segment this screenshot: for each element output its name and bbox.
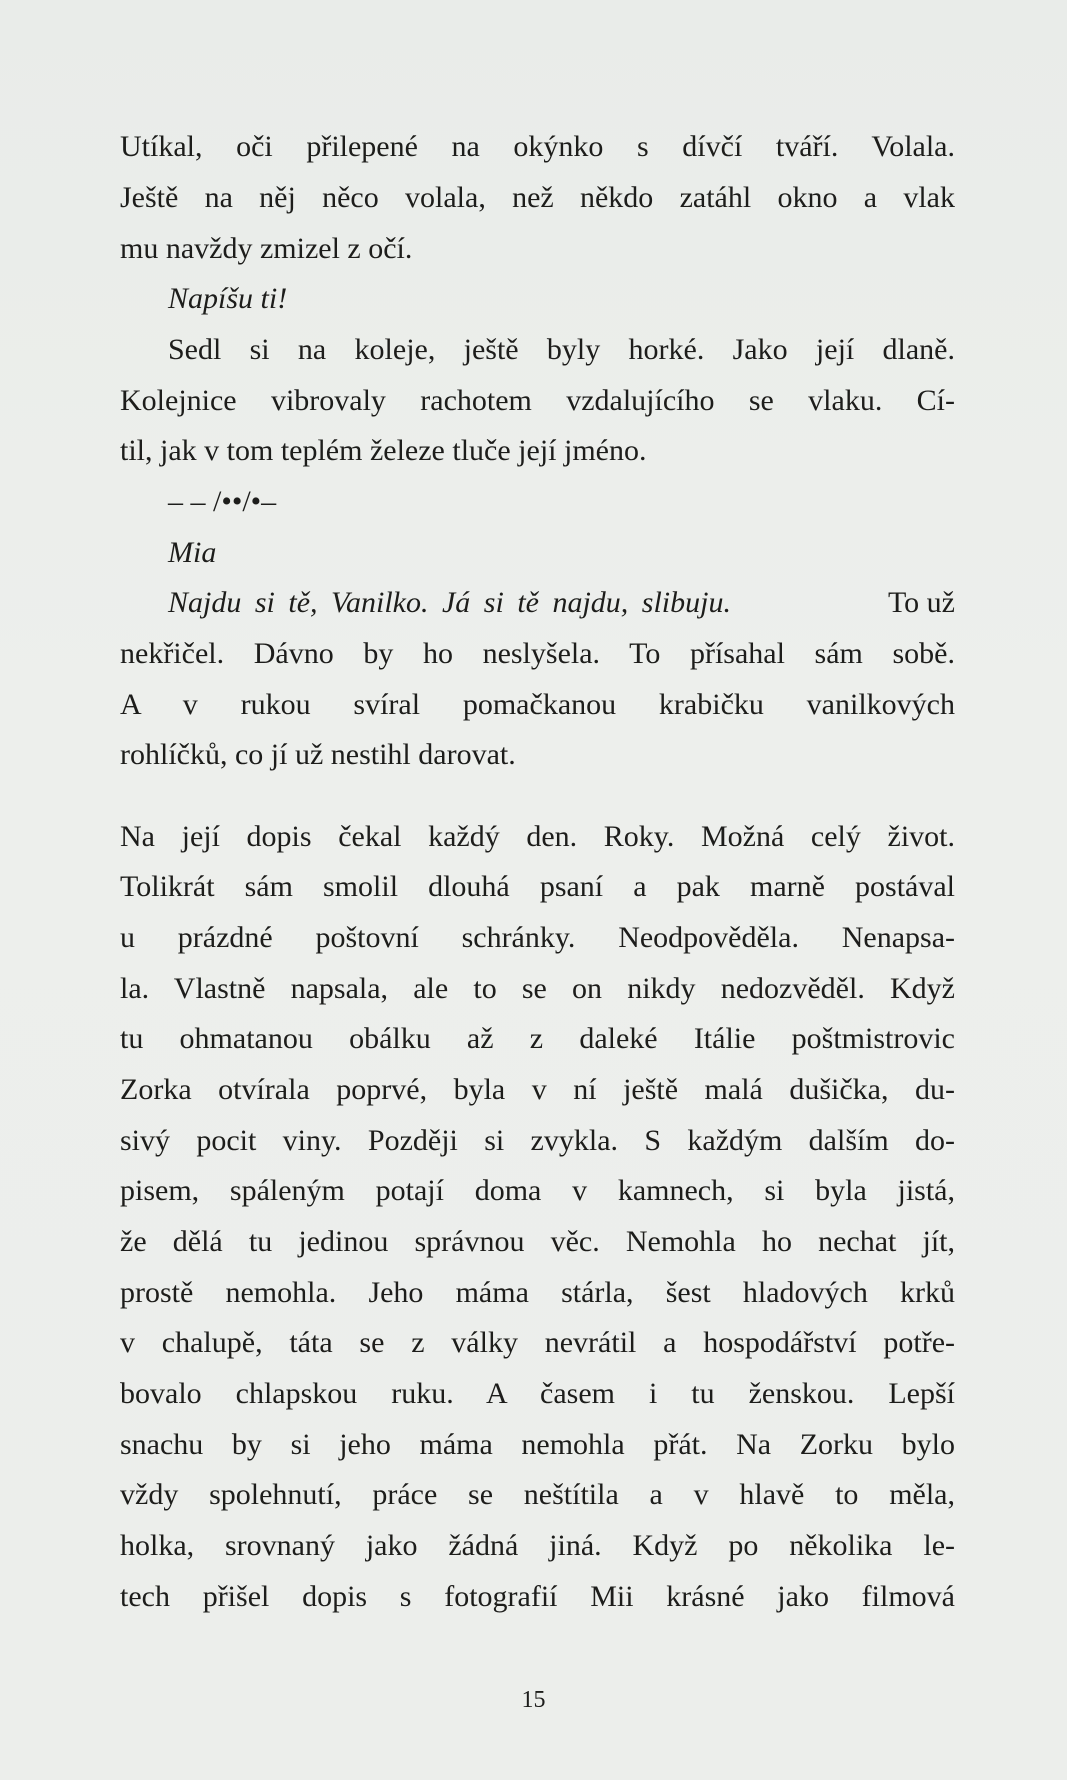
line-text: pisem, spáleným potají doma v kamnech, si byla jistá,: [120, 1174, 955, 1207]
line-text: Ještě na něj něco volala, než někdo zatáhl okno a vlak: [120, 181, 955, 214]
line-text: Napíšu ti!: [168, 282, 288, 315]
line-text: v chalupě, táta se z války nevrátil a hospodářství potře-: [120, 1326, 955, 1359]
line-text: mu navždy zmizel z očí.: [120, 232, 413, 265]
line-text: prostě nemohla. Jeho máma stárla, šest hladových krků: [120, 1276, 955, 1309]
line-text: Utíkal, oči přilepené na okýnko s dívčí tváří. Volala.: [120, 130, 955, 163]
line-text: sivý pocit viny. Později si zvykla. S každým dalším do-: [120, 1124, 955, 1157]
page-number: 15: [521, 1687, 546, 1713]
line-text: Mia: [168, 536, 217, 569]
line-text: Sedl si na koleje, ještě byly horké. Jako její dlaně.: [168, 333, 955, 366]
line-text: nekřičel. Dávno by ho neslyšela. To přísahal sám sobě.: [120, 637, 955, 670]
line-text: bovalo chlapskou ruku. A časem i tu ženskou. Lepší: [120, 1377, 955, 1410]
line-text: že dělá tu jedinou správnou věc. Nemohla ho nechat jít,: [120, 1225, 955, 1258]
line-text: [168, 588, 955, 618]
line-text: Na její dopis čekal každý den. Roky. Možná celý život.: [120, 820, 955, 853]
line-italic-part: Najdu si tě, Vanilko. Já si tě najdu, slibuju.: [168, 586, 731, 619]
line-text: holka, srovnaný jako žádná jiná. Když po několika le-: [120, 1529, 955, 1562]
line-text: rohlíčků, co jí už nestihl darovat.: [120, 738, 516, 771]
line-rest: To už: [880, 586, 955, 619]
line-text: Tolikrát sám smolil dlouhá psaní a pak marně postával: [120, 870, 955, 903]
line-text: tech přišel dopis s fotografií Mii krásné jako filmová: [120, 1580, 955, 1613]
line-text: tu ohmatanou obálku až z daleké Itálie poštmistrovic: [120, 1022, 955, 1055]
line-text: – – /••/•–: [168, 485, 277, 518]
line-text: til, jak v tom teplém železe tluče její jméno.: [120, 434, 647, 467]
line-text: vždy spolehnutí, práce se neštítila a v hlavě to měla,: [120, 1478, 955, 1511]
line-text: u prázdné poštovní schránky. Neodpověděla. Nenapsa-: [120, 921, 955, 954]
line-text: snachu by si jeho máma nemohla přát. Na Zorku bylo: [120, 1428, 955, 1461]
line-text: Zorka otvírala poprvé, byla v ní ještě malá dušička, du-: [120, 1073, 955, 1106]
line-text: A v rukou svíral pomačkanou krabičku vanilkových: [120, 688, 955, 721]
line-text: la. Vlastně napsala, ale to se on nikdy nedozvěděl. Když: [120, 972, 955, 1005]
line-text: Kolejnice vibrovaly rachotem vzdalujícího se vlaku. Cí-: [120, 384, 955, 417]
